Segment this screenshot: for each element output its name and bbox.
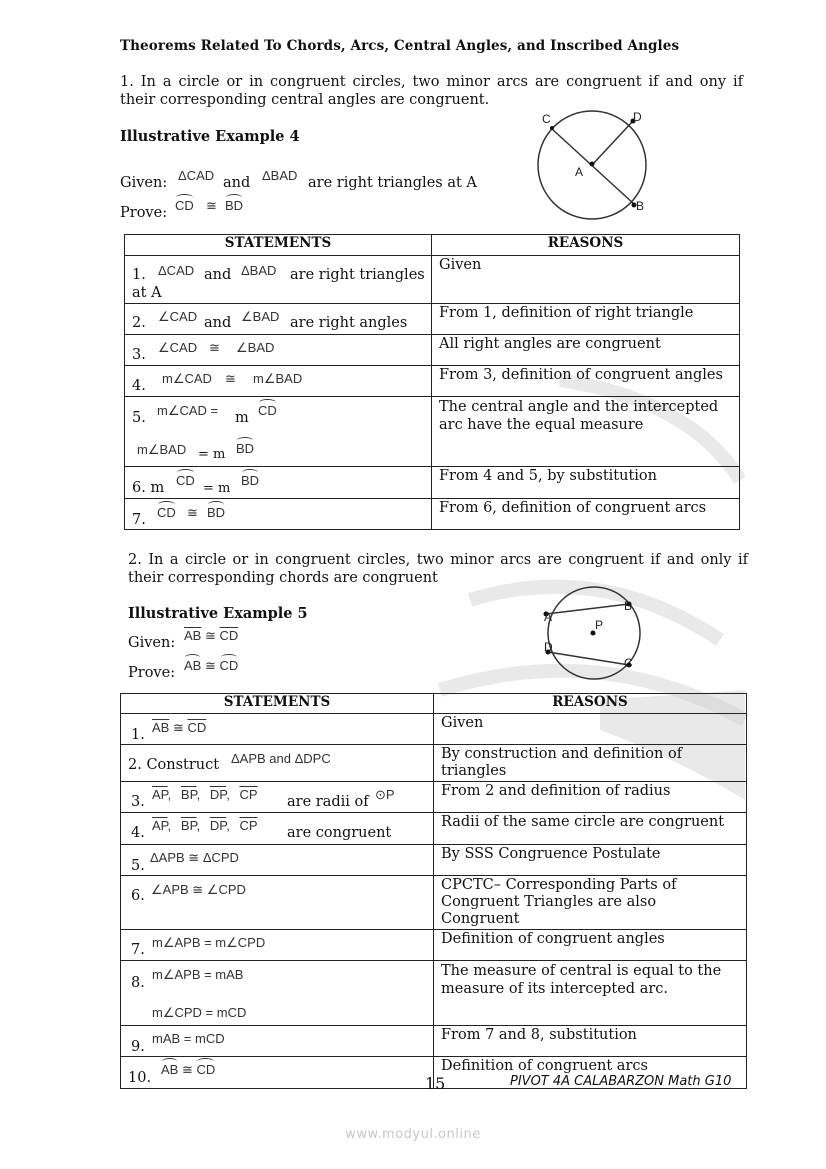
- example-5-heading: Illustrative Example 5: [128, 605, 308, 622]
- table-row: 2. ∠CAD and ∠BAD are right angles From 1, definition of right triangle: [125, 304, 740, 335]
- page-title: Theorems Related To Chords, Arcs, Central Angles, and Inscribed Angles: [120, 38, 680, 54]
- label-C: C: [624, 656, 633, 670]
- label-C: C: [542, 112, 551, 126]
- table-row: 1. $\overline{AB}$ ≅ $\overline{CD}$ Given: [121, 714, 747, 745]
- page-number: 15: [425, 1074, 446, 1093]
- label-D: D: [633, 110, 642, 124]
- prove-label-4: Prove:: [120, 205, 168, 221]
- table-row: 2. Construct ΔAPB and ΔDPC By construction and definition of triangles: [121, 745, 747, 782]
- header-statements: STATEMENTS: [121, 694, 434, 714]
- table-row: 9. mAB = mCD From 7 and 8, substitution: [121, 1026, 747, 1057]
- label-B: B: [624, 599, 633, 613]
- table-row: 10. AB ≅ CD Definition of congruent arcs: [121, 1057, 747, 1089]
- circle-figure-1: [530, 108, 650, 220]
- table-row: 3. ∠CAD ≅ ∠BAD All right angles are congruent: [125, 335, 740, 366]
- watermark: www.modyul.online: [345, 1127, 481, 1142]
- table-row: 5. m∠CAD = m CD m∠BAD = m BD The central angle and the intercepted arc have the equal measure: [125, 397, 740, 467]
- given-label-4: Given:: [120, 175, 168, 191]
- prove-label-5: Prove:: [128, 665, 176, 681]
- proof-table-5: [120, 693, 747, 1089]
- theorem-1: 1. In a circle or in congruent circles, two minor arcs are congruent if and ony if their corresponding central angles are congruent.: [120, 74, 743, 108]
- prove-arc-cd: CD: [175, 198, 194, 213]
- given-triangle-2: ΔBAD: [262, 168, 298, 183]
- circle-figure-2: [536, 583, 656, 683]
- header-statements: STATEMENTS: [125, 235, 432, 256]
- header-reasons: REASONS: [432, 235, 740, 256]
- example-4-heading: Illustrative Example 4: [120, 128, 300, 145]
- table-row: 4. m∠CAD ≅ m∠BAD From 3, definition of congruent angles: [125, 366, 740, 397]
- label-D: D: [544, 640, 553, 654]
- given-triangle-1: ΔCAD: [178, 168, 215, 183]
- table-row: 6. m CD = m BD From 4 and 5, by substitution: [125, 467, 740, 499]
- given-tail: are right triangles at A: [308, 175, 477, 191]
- prove-arc-bd: BD: [225, 198, 244, 213]
- table-row: 3. $\overline{AP}$, $\overline{BP}$, $\overline{DP}$, $\overline{CP}$ are radii of ⊙P From 2 and definition of radius: [121, 782, 747, 813]
- given-label-5: Given:: [128, 635, 176, 651]
- proof-table-4: [124, 234, 740, 530]
- theorem-2: 2. In a circle or in congruent circles, two minor arcs are congruent if and only if their corresponding chords are congruent: [128, 552, 748, 586]
- table-row: 1. ΔCAD and ΔBAD are right triangles at A Given: [125, 256, 740, 304]
- given-and: and: [223, 175, 251, 191]
- table-row: 8. m∠APB = mAB m∠CPD = mCD The measure of central is equal to the measure of its intercepted arc.: [121, 961, 747, 1026]
- label-A: A: [544, 610, 553, 624]
- table-row: 7. m∠APB = m∠CPD Definition of congruent angles: [121, 930, 747, 961]
- table-row: 7. CD ≅ BD From 6, definition of congruent arcs: [125, 499, 740, 530]
- table-row: 4. $\overline{AP}$, $\overline{BP}$, $\overline{DP}$, $\overline{CP}$ are congruent Radii of the same circle are congruent: [121, 813, 747, 845]
- table-row: 5. ΔAPB ≅ ΔCPD By SSS Congruence Postulate: [121, 845, 747, 876]
- table-row: 6. ∠APB ≅ ∠CPD CPCTC– Corresponding Parts of Congruent Triangles are also Congruent: [121, 876, 747, 930]
- label-A: A: [575, 165, 584, 179]
- label-B: B: [636, 199, 645, 213]
- prove-cong: ≅: [206, 198, 217, 213]
- label-P: P: [595, 618, 604, 632]
- header-reasons: REASONS: [434, 694, 747, 714]
- footer-pivot: PIVOT 4A CALABARZON Math G10: [510, 1074, 732, 1089]
